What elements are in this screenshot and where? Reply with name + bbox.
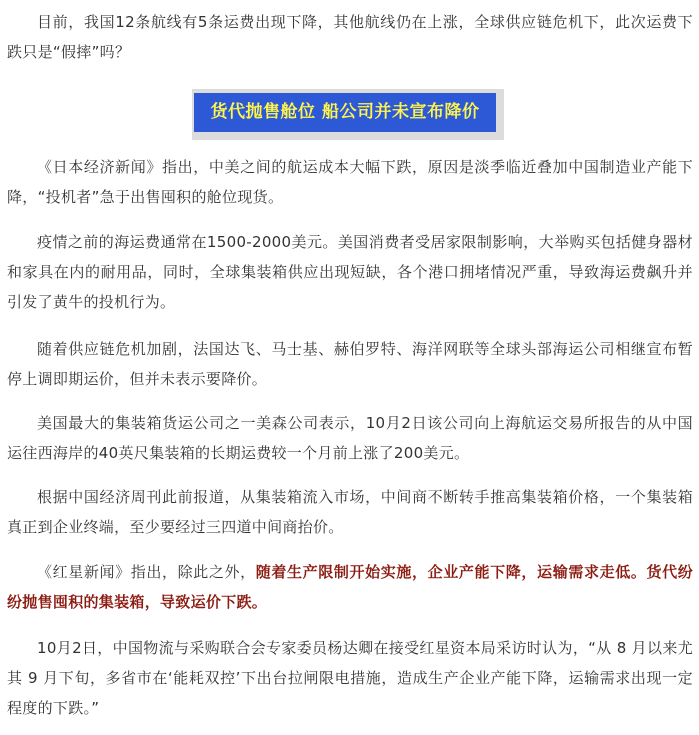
- paragraph-matson: 美国最大的集装箱货运公司之一美森公司表示，10月2日该公司向上海航运交易所报告的从中国运往西海岸的40英尺集装箱的长期运费较一个月前上涨了200美元。: [7, 414, 693, 462]
- paragraph-pre-pandemic-rates: 疫情之前的海运费通常在1500-2000美元。美国消费者受居家限制影响，大举购买包括健身器材和家具在内的耐用品，同时，全球集装箱供应出现短缺，各个港口拥堵情况严重，导致海运费飙升并引发了黄牛的投机行为。: [7, 233, 693, 311]
- paragraph-nikkei: 《日本经济新闻》指出，中美之间的航运成本大幅下跌，原因是淡季临近叠加中国制造业产能下降，“投机者”急于出售囤积的舱位现货。: [7, 158, 693, 206]
- paragraph-middlemen: 根据中国经济周刊此前报道，从集装箱流入市场，中间商不断转手推高集装箱价格，一个集装箱真正到企业终端，至少要经过三四道中间商抬价。: [7, 488, 693, 536]
- paragraph-carriers: 随着供应链危机加剧，法国达飞、马士基、赫伯罗特、海洋网联等全球头部海运公司相继宣布暂停上调即期运价，但并未表示要降价。: [7, 340, 693, 388]
- paragraph-expert-quote: 10月2日，中国物流与采购联合会专家委员杨达卿在接受红星资本局采访时认为，“从 8 月以来尤其 9 月下旬，多省市在‘能耗双控’下出台拉闸限电措施，造成生产企业产能下降，运输需求出现一定程度的下跌。”: [7, 639, 693, 717]
- paragraph-red-star-highlight: 随着生产限制开始实施，企业产能下降，运输需求走低。货代纷纷抛售囤积的集装箱，导致运价下跌。: [7, 563, 694, 611]
- paragraph-red-star-news: [7, 557, 693, 617]
- paragraph-red-star-plain: 《红星新闻》指出，除此之外，: [37, 563, 256, 581]
- banner-title: 货代抛售舱位 船公司并未宣布降价: [194, 93, 496, 132]
- section-banner: [192, 89, 504, 140]
- paragraph-intro: 目前，我国12条航线有5条运费出现下降，其他航线仍在上涨，全球供应链危机下，此次运费下跌只是“假摔”吗？: [7, 13, 693, 61]
